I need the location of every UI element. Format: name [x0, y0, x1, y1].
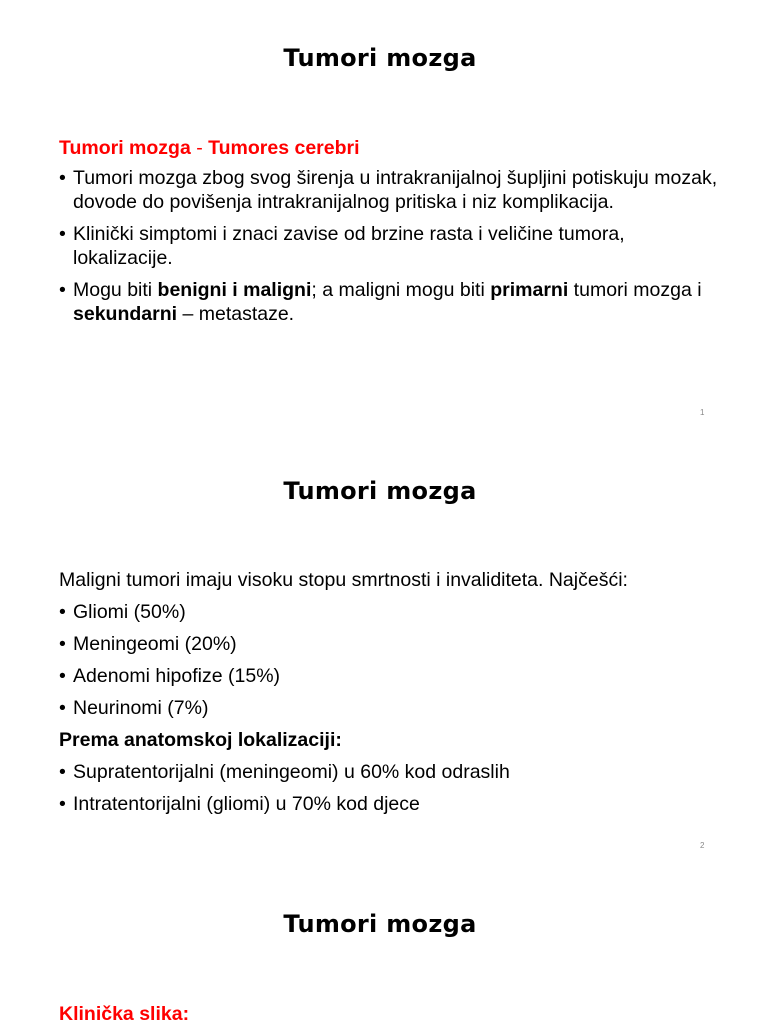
subheading-part2: Tumores cerebri: [208, 137, 360, 159]
bullet-icon: •: [59, 279, 66, 301]
bullet-icon: •: [59, 633, 66, 655]
bullet-icon: •: [59, 665, 66, 687]
bullet-list-2: [59, 760, 719, 816]
slide-title: Tumori mozga: [283, 477, 477, 505]
bullet-text: Supratentorijalni (meningeomi) u 60% kod odraslih: [73, 761, 510, 783]
list-item: [59, 664, 719, 688]
bullet-text: Meningeomi (20%): [73, 633, 237, 655]
red-subheading: [59, 136, 719, 160]
list-item: [59, 278, 719, 326]
bullet-icon: •: [59, 601, 66, 623]
intro-text: Maligni tumori imaju visoku stopu smrtnosti i invaliditeta. Najčešći:: [59, 569, 628, 591]
bullet-list: [59, 166, 719, 326]
list-item: [59, 696, 719, 720]
page-number: 2: [700, 841, 705, 850]
bullet-text: Neurinomi (7%): [73, 697, 209, 719]
slide-title: Tumori mozga: [283, 44, 477, 72]
bullet-icon: •: [59, 761, 66, 783]
bullet-list: [59, 600, 719, 720]
bold-term: sekundarni: [73, 303, 178, 325]
list-item: [59, 792, 719, 816]
bullet-icon: •: [59, 793, 66, 815]
slide-body: [59, 568, 719, 816]
bullet-icon: •: [59, 223, 66, 245]
bullet-text: Tumori mozga zbog svog širenja u intrakranijalnoj šupljini potiskuju mozak, dovode do povišenja intrakranijalnog pritiska i niz komplikacija.: [73, 167, 718, 213]
list-item: [59, 632, 719, 656]
list-item: [59, 222, 719, 270]
slide-title: Tumori mozga: [283, 910, 477, 938]
bullet-text: Adenomi hipofize (15%): [73, 665, 281, 687]
slide-body: [59, 136, 719, 326]
slide-3: [0, 866, 768, 1024]
bullet-text: Intratentorijalni (gliomi) u 70% kod djece: [73, 793, 420, 815]
slide-2: [0, 433, 768, 866]
subheading: Prema anatomskoj lokalizaciji:: [59, 729, 342, 751]
list-item: [59, 166, 719, 214]
list-item: [59, 760, 719, 784]
slide-1: [0, 0, 768, 433]
bold-term: primarni: [490, 279, 569, 301]
bullet-icon: •: [59, 167, 66, 189]
bullet-text: Gliomi (50%): [73, 601, 186, 623]
subheading-part1: Tumori mozga: [59, 137, 191, 159]
red-heading: Klinička slika:: [59, 1003, 190, 1025]
page-number: 1: [700, 408, 705, 417]
bullet-icon: •: [59, 697, 66, 719]
list-item: [59, 600, 719, 624]
bold-term: benigni i maligni: [157, 279, 312, 301]
subheading-dash: -: [190, 137, 209, 159]
bullet-text: Klinički simptomi i znaci zavise od brzine rasta i veličine tumora, lokalizacije.: [73, 223, 625, 269]
bullet-text: Mogu biti benigni i maligni; a maligni mogu biti primarni tumori mozga i sekundarni – metastaze.: [73, 279, 702, 325]
